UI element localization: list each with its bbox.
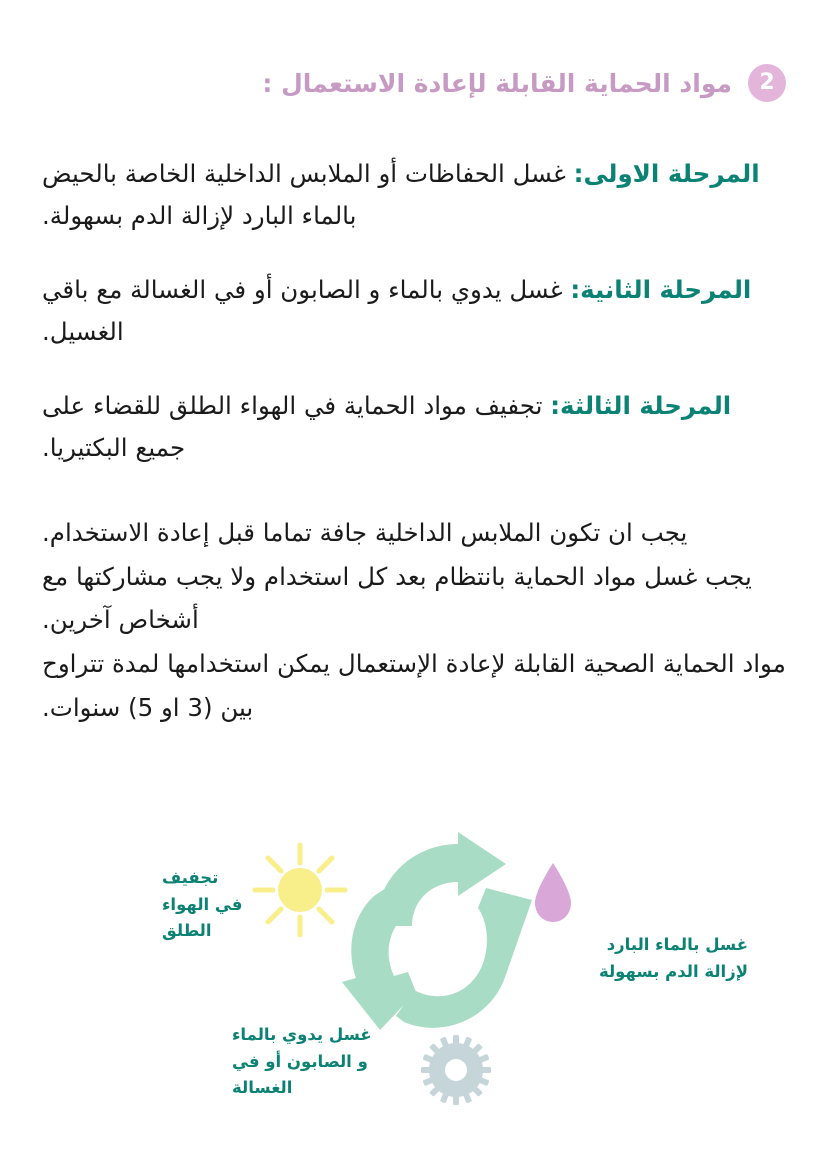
- section-number-badge: 2: [748, 64, 786, 102]
- cold-wash-line-2: لإزالة الدم بسهولة: [598, 961, 748, 981]
- stage-label-2: المرحلة الثانية:: [570, 274, 752, 304]
- air-dry-line-1: تجفيف: [162, 868, 219, 887]
- hand-wash-line-2: و الصابون أو في: [232, 1051, 368, 1071]
- notes-block: [42, 511, 786, 729]
- sun-icon: [252, 842, 348, 938]
- stage-paragraph-1: [42, 153, 786, 237]
- page-title: مواد الحماية القابلة لإعادة الاستعمال :: [262, 68, 732, 98]
- gear-icon: [420, 1034, 492, 1106]
- section-header: [42, 64, 786, 102]
- stage-label-1: المرحلة الاولى:: [573, 158, 760, 188]
- diagram-label-cold-wash: [528, 932, 748, 985]
- recycle-arrows-icon: [336, 830, 556, 1038]
- stage-paragraph-3: [42, 385, 786, 469]
- note-line-2: يجب غسل مواد الحماية بانتظام بعد كل استخدام ولا يجب مشاركتها مع أشخاص آخرين.: [42, 561, 752, 635]
- content-body: [42, 128, 786, 729]
- cold-wash-line-1: غسل بالماء البارد: [606, 935, 748, 954]
- reuse-cycle-diagram: [0, 820, 828, 1150]
- stage-paragraph-2: [42, 269, 786, 353]
- air-dry-line-2: في الهواء: [162, 894, 243, 914]
- stage-text-2: غسل يدوي بالماء و الصابون أو في الغسالة مع باقي الغسيل.: [42, 274, 563, 346]
- stage-label-3: المرحلة الثالثة:: [550, 391, 732, 420]
- hand-wash-line-1: غسل يدوي بالماء: [232, 1025, 372, 1044]
- note-line-3: مواد الحماية الصحية القابلة لإعادة الإستعمال يمكن استخدامها لمدة تتراوح بين (3 او 5) سنوات.: [42, 649, 786, 722]
- note-line-1: يجب ان تكون الملابس الداخلية جافة تماما قبل إعادة الاستخدام.: [42, 518, 688, 548]
- hand-wash-line-3: الغسالة: [232, 1078, 293, 1098]
- stage-text-1: غسل الحفاظات أو الملابس الداخلية الخاصة بالحيض بالماء البارد لإزالة الدم بسهولة.: [42, 158, 566, 230]
- water-drop-icon: [532, 862, 574, 924]
- diagram-label-hand-wash: [232, 1022, 392, 1102]
- stage-text-3: تجفيف مواد الحماية في الهواء الطلق للقضاء على جميع البكتيريا.: [42, 391, 543, 463]
- air-dry-line-3: الطلق: [162, 921, 212, 941]
- diagram-label-air-dry: [162, 865, 262, 945]
